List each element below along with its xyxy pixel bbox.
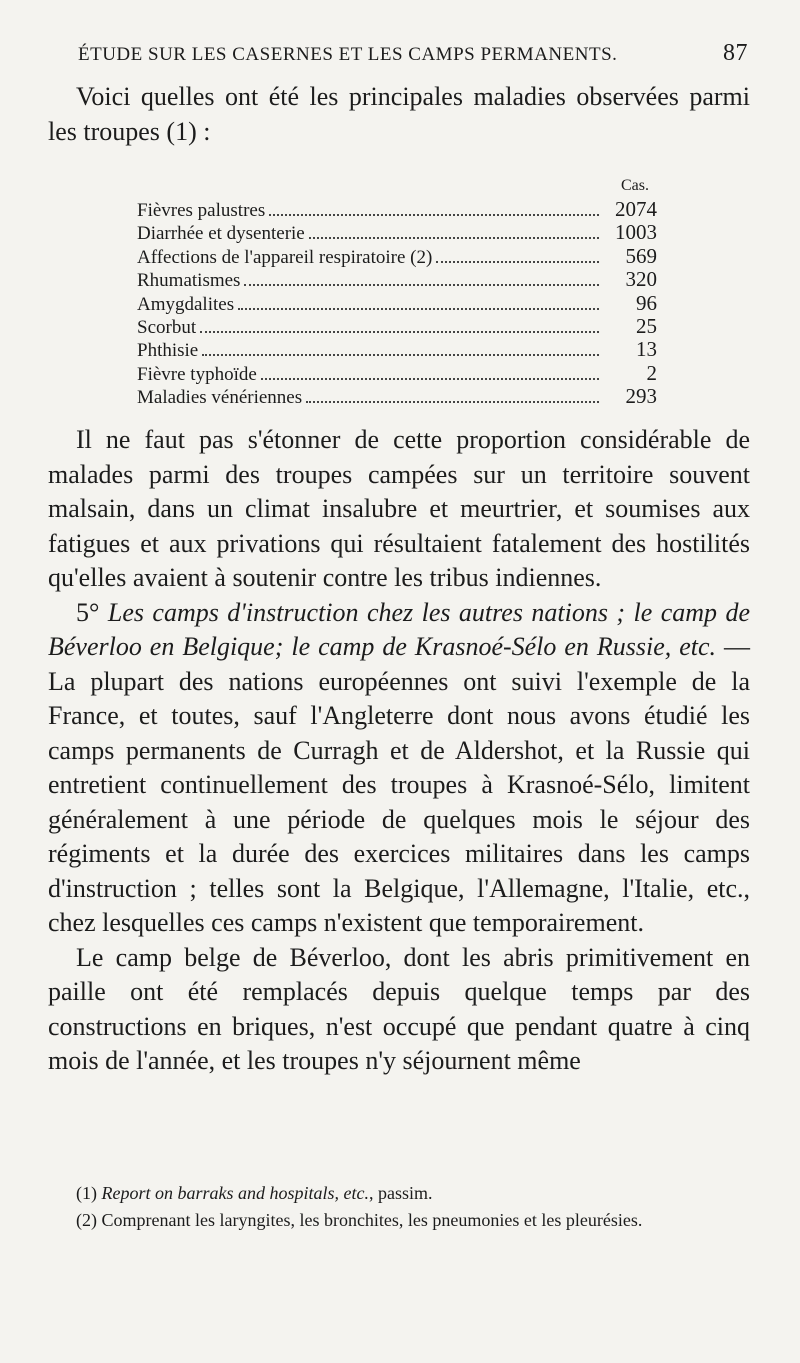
- case-count: 1003: [615, 220, 657, 245]
- disease-name: Maladies vénériennes: [137, 387, 303, 409]
- disease-name: Scorbut: [137, 316, 197, 338]
- leader-dots: [244, 284, 599, 286]
- disease-name: Diarrhée et dysenterie: [137, 223, 305, 245]
- leader-dots: [261, 378, 599, 380]
- footnote-1: [48, 1180, 750, 1207]
- table-row: [137, 315, 657, 338]
- table-column-header: Cas.: [621, 177, 649, 194]
- disease-name: Fièvres palustres: [137, 200, 266, 221]
- case-count: 320: [625, 267, 657, 292]
- table-rows: [137, 198, 657, 409]
- paragraph-3: Le camp belge de Béverloo, dont les abris primitivement en paille ont été remplacés depuis quelque temps par des constructions en briques, n'est occupé que pendant quatre à cinq mois de l'année, et les troupes n'y séjournent même: [48, 942, 750, 1075]
- disease-name: Amygdalites: [137, 293, 235, 315]
- case-count: 2: [646, 360, 657, 385]
- paragraph-2-body: — La plupart des nations européennes ont suivi l'exemple de la France, et toutes, sauf l'Angleterre dont nous avons étudié les camps permanents de Curragh et de Aldershot, et la Russie qui entretient continuellement des troupes à Krasnoé-Sélo, limitent généralement à une période de quelques mois le séjour des régiments et la durée des exercices militaires dans les camps d'instruction ; telles sont la Belgique, l'Allemagne, l'Italie, etc., chez lesquelles ces camps n'existent que temporairement.: [48, 632, 750, 937]
- disease-name: Rhumatismes: [137, 270, 241, 292]
- footnotes: [48, 1180, 750, 1234]
- leader-dots: [202, 354, 599, 356]
- case-count: 293: [625, 384, 657, 409]
- paragraph-2: [48, 596, 750, 941]
- paragraph-1: Il ne faut pas s'étonner de cette proportion considérable de malades parmi des troupes campées sur un territoire souvent malsain, dans un climat insalubre et meurtrier, et soumises aux fatigues et aux privations qui résultaient fatalement des hostilités qu'elles avaient à soutenir contre les tribus indiennes.: [48, 425, 750, 592]
- disease-table: [137, 177, 657, 409]
- leader-dots: [306, 401, 599, 403]
- table-row: [137, 362, 657, 385]
- leader-dots: [269, 214, 599, 216]
- footnote-2: [48, 1207, 750, 1234]
- case-count: 96: [636, 290, 657, 315]
- disease-name: Affections de l'appareil respiratoire (2): [137, 246, 433, 268]
- main-text: [48, 423, 750, 1079]
- intro-text: Voici quelles ont été les principales maladies observées parmi les troupes (1) :: [48, 82, 750, 146]
- table-row: [137, 268, 657, 291]
- leader-dots: [436, 261, 599, 263]
- table-row: [137, 198, 657, 221]
- table-row: [137, 292, 657, 315]
- running-header: [78, 40, 748, 66]
- leader-dots: [238, 308, 599, 310]
- page-number: 87: [723, 40, 748, 66]
- disease-name: Fièvre typhoïde: [137, 363, 257, 385]
- case-count: 569: [625, 243, 657, 268]
- section-number: 5°: [76, 597, 100, 627]
- leader-dots: [200, 331, 599, 333]
- case-count: 2074: [615, 197, 657, 221]
- footnote-1-rest: , passim.: [369, 1183, 433, 1203]
- table-row: [137, 385, 657, 408]
- table-row: [137, 245, 657, 268]
- footnote-2-mark: (2): [76, 1210, 97, 1230]
- section-title: Les camps d'instruction chez les autres nations ; le camp de Béverloo en Belgique; le camp de Krasnoé-Sélo en Russie, etc.: [48, 597, 751, 661]
- case-count: 13: [636, 337, 657, 362]
- footnote-1-mark: (1): [76, 1183, 97, 1203]
- table-row: [137, 338, 657, 361]
- header-title: ÉTUDE SUR LES CASERNES ET LES CAMPS PERMANENTS.: [78, 44, 618, 65]
- disease-name: Phthisie: [137, 340, 199, 362]
- footnote-2-text: Comprenant les laryngites, les bronchites, les pneumonies et les pleurésies.: [101, 1210, 643, 1230]
- table-row: [137, 221, 657, 244]
- leader-dots: [309, 237, 599, 239]
- case-count: 25: [636, 313, 657, 338]
- intro-paragraph: [48, 80, 750, 149]
- footnote-1-title: Report on barraks and hospitals, etc.: [101, 1183, 369, 1203]
